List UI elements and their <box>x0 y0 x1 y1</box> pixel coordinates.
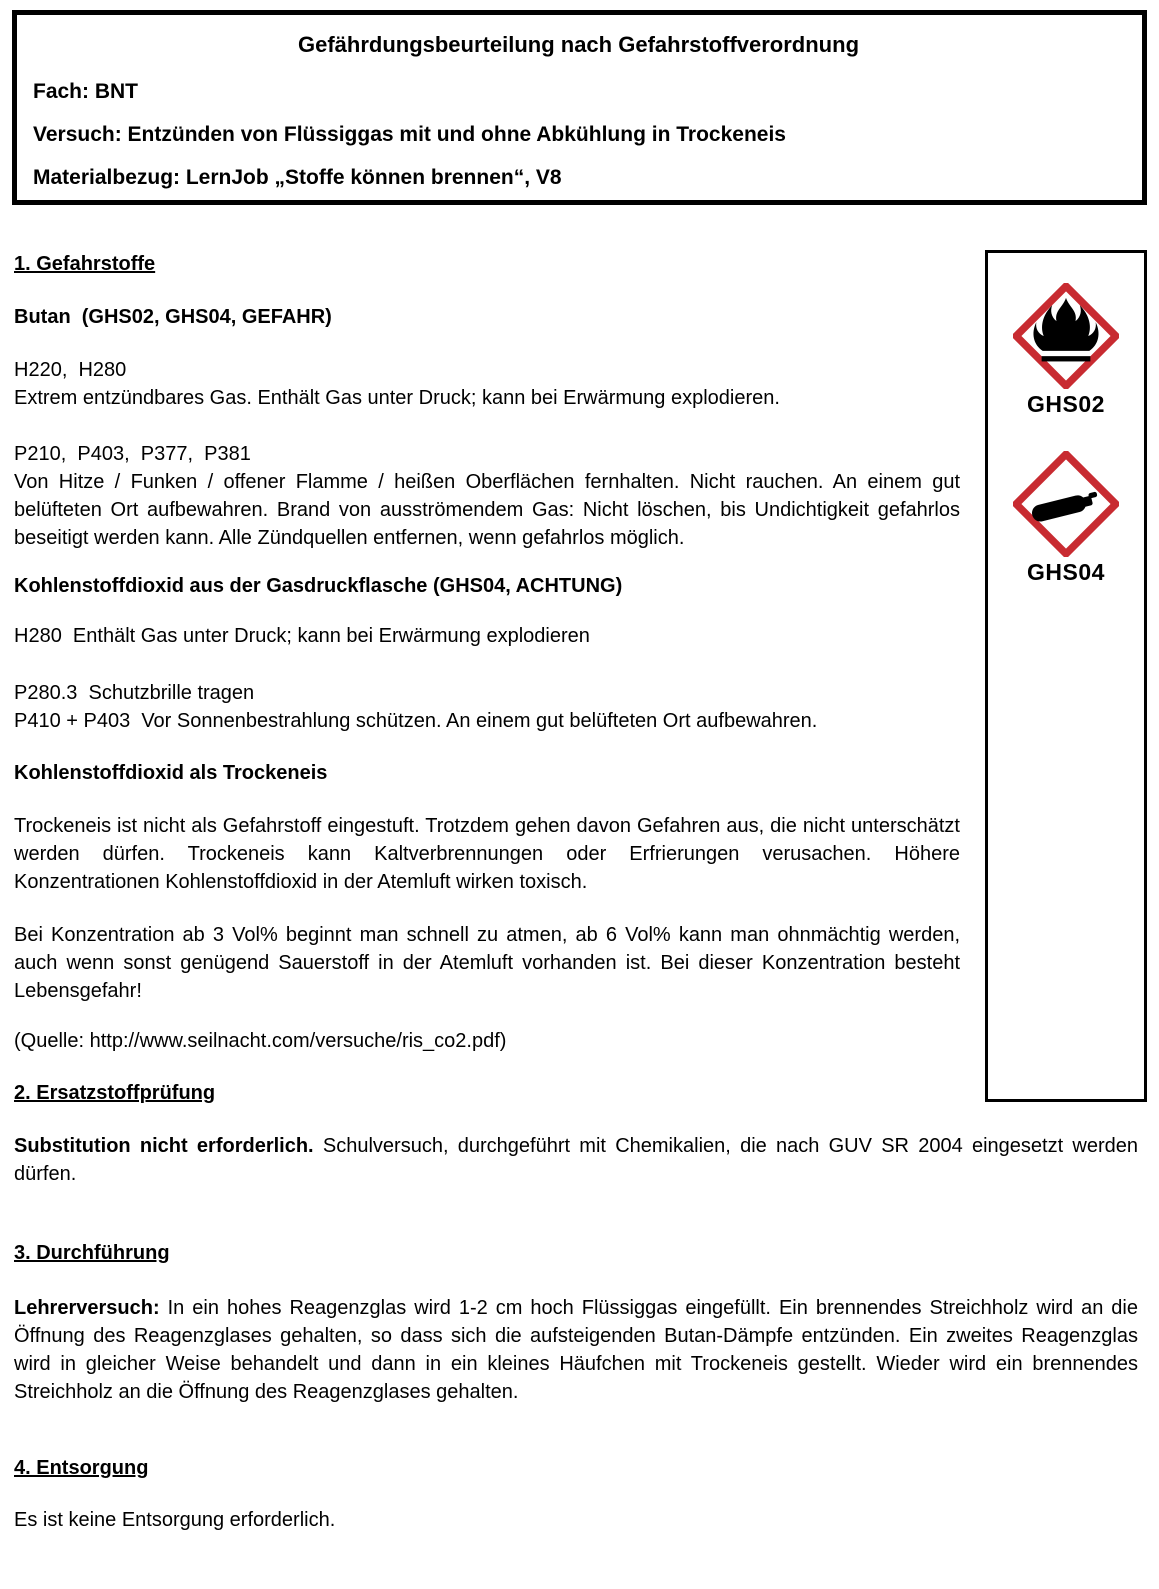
ersatzstoff-lead: Substitution nicht erforderlich. <box>14 1135 314 1157</box>
co2-flasche-h-line: H280 Enthält Gas unter Druck; kann bei Erwärmung explodieren <box>14 625 590 647</box>
trockeneis-title: Kohlenstoffdioxid als Trockeneis <box>14 762 328 784</box>
material-reference-line: Materialbezug: LernJob „Stoffe können brennen“, V8 <box>33 166 562 189</box>
section-durchfuehrung <box>14 1239 1138 1406</box>
co2-flasche-p-line1: P280.3 Schutzbrille tragen <box>14 682 255 704</box>
butan-p-codes: P210, P403, P377, P381 <box>14 443 251 465</box>
ersatzstoff-text: Schulversuch, durchgeführt mit Chemikalien, die nach GUV SR 2004 eingesetzt werden dürfen. <box>14 1135 1139 1185</box>
section-ersatzstoffpruefung <box>14 1079 1138 1188</box>
subject-line: Fach: BNT <box>33 80 138 103</box>
co2-flasche-p-line2: P410 + P403 Vor Sonnenbestrahlung schützen. An einem gut belüfteten Ort aufbewahren. <box>14 710 818 732</box>
section-1-heading: 1. Gefahrstoffe <box>14 253 156 275</box>
document-header-box <box>12 10 1147 205</box>
document-body <box>14 250 1147 1534</box>
document-title: Gefährdungsbeurteilung nach Gefahrstoffverordnung <box>297 32 860 57</box>
trockeneis-para2: Bei Konzentration ab 3 Vol% beginnt man schnell zu atmen, ab 6 Vol% kann man ohnmächtig werden, auch wenn sonst genügend Sauerstoff in der Atemluft vorhanden ist. Bei dieser Konzentration besteht Lebensgefahr! <box>14 924 960 1002</box>
durchfuehrung-lead: Lehrerversuch: <box>14 1297 160 1319</box>
durchfuehrung-paragraph <box>14 1294 1138 1406</box>
section-3-heading: 3. Durchführung <box>14 1242 170 1264</box>
section-entsorgung <box>14 1454 1138 1534</box>
butan-h-text: Extrem entzündbares Gas. Enthält Gas unter Druck; kann bei Erwärmung explodieren. <box>14 387 780 409</box>
section-gefahrstoffe <box>14 250 960 1055</box>
source-reference: (Quelle: http://www.seilnacht.com/versuche/ris_co2.pdf) <box>14 1030 507 1052</box>
butan-p-text: Von Hitze / Funken / offener Flamme / heißen Oberflächen fernhalten. Nicht rauchen. An einem gut belüfteten Ort aufbewahren. Brand von ausströmendem Gas: Nicht löschen, bis Undichtigkeit gefahrlos beseitigt werden kann. Alle Zündquellen entfernen, wenn gefahrlos möglich. <box>14 471 960 549</box>
butan-title: Butan (GHS02, GHS04, GEFAHR) <box>14 306 332 328</box>
ersatzstoff-paragraph <box>14 1132 1138 1188</box>
ghs04-label: GHS04 <box>1027 559 1105 585</box>
ghs04-pictogram <box>1013 451 1119 586</box>
experiment-line: Versuch: Entzünden von Flüssiggas mit und ohne Abkühlung in Trockeneis <box>33 123 786 146</box>
trockeneis-para1: Trockeneis ist nicht als Gefahrstoff eingestuft. Trotzdem gehen davon Gefahren aus, die nicht unterschätzt werden dürfen. Trockeneis kann Kaltverbrennungen oder Erfrierungen verusachen. Höhere Konzentrationen Kohlenstoffdioxid in der Atemluft wirken toxisch. <box>14 815 960 893</box>
ghs02-label: GHS02 <box>1027 391 1105 417</box>
co2-flasche-title: Kohlenstoffdioxid aus der Gasdruckflasche (GHS04, ACHTUNG) <box>14 575 623 597</box>
section-4-heading: 4. Entsorgung <box>14 1457 149 1479</box>
durchfuehrung-text: In ein hohes Reagenzglas wird 1-2 cm hoch Flüssiggas eingefüllt. Ein brennendes Streichholz wird an die Öffnung des Reagenzglases gehalten, so dass sich die aufsteigenden Butan-Dämpfe entzünden. Ein zweites Reagenzglas wird in gleicher Weise behandelt und dann in ein kleines Häufchen mit Trockeneis gestellt. Wieder wird ein brennendes Streichholz an die Öffnung des Reagenzglases gehalten. <box>14 1297 1138 1403</box>
pictogram-panel <box>985 250 1147 1102</box>
butan-h-codes: H220, H280 <box>14 359 127 381</box>
ghs02-pictogram <box>1013 283 1119 418</box>
flame-icon <box>1013 283 1119 389</box>
entsorgung-text: Es ist keine Entsorgung erforderlich. <box>14 1509 336 1531</box>
gas-cylinder-icon <box>1013 451 1119 557</box>
section-2-heading: 2. Ersatzstoffprüfung <box>14 1082 216 1104</box>
